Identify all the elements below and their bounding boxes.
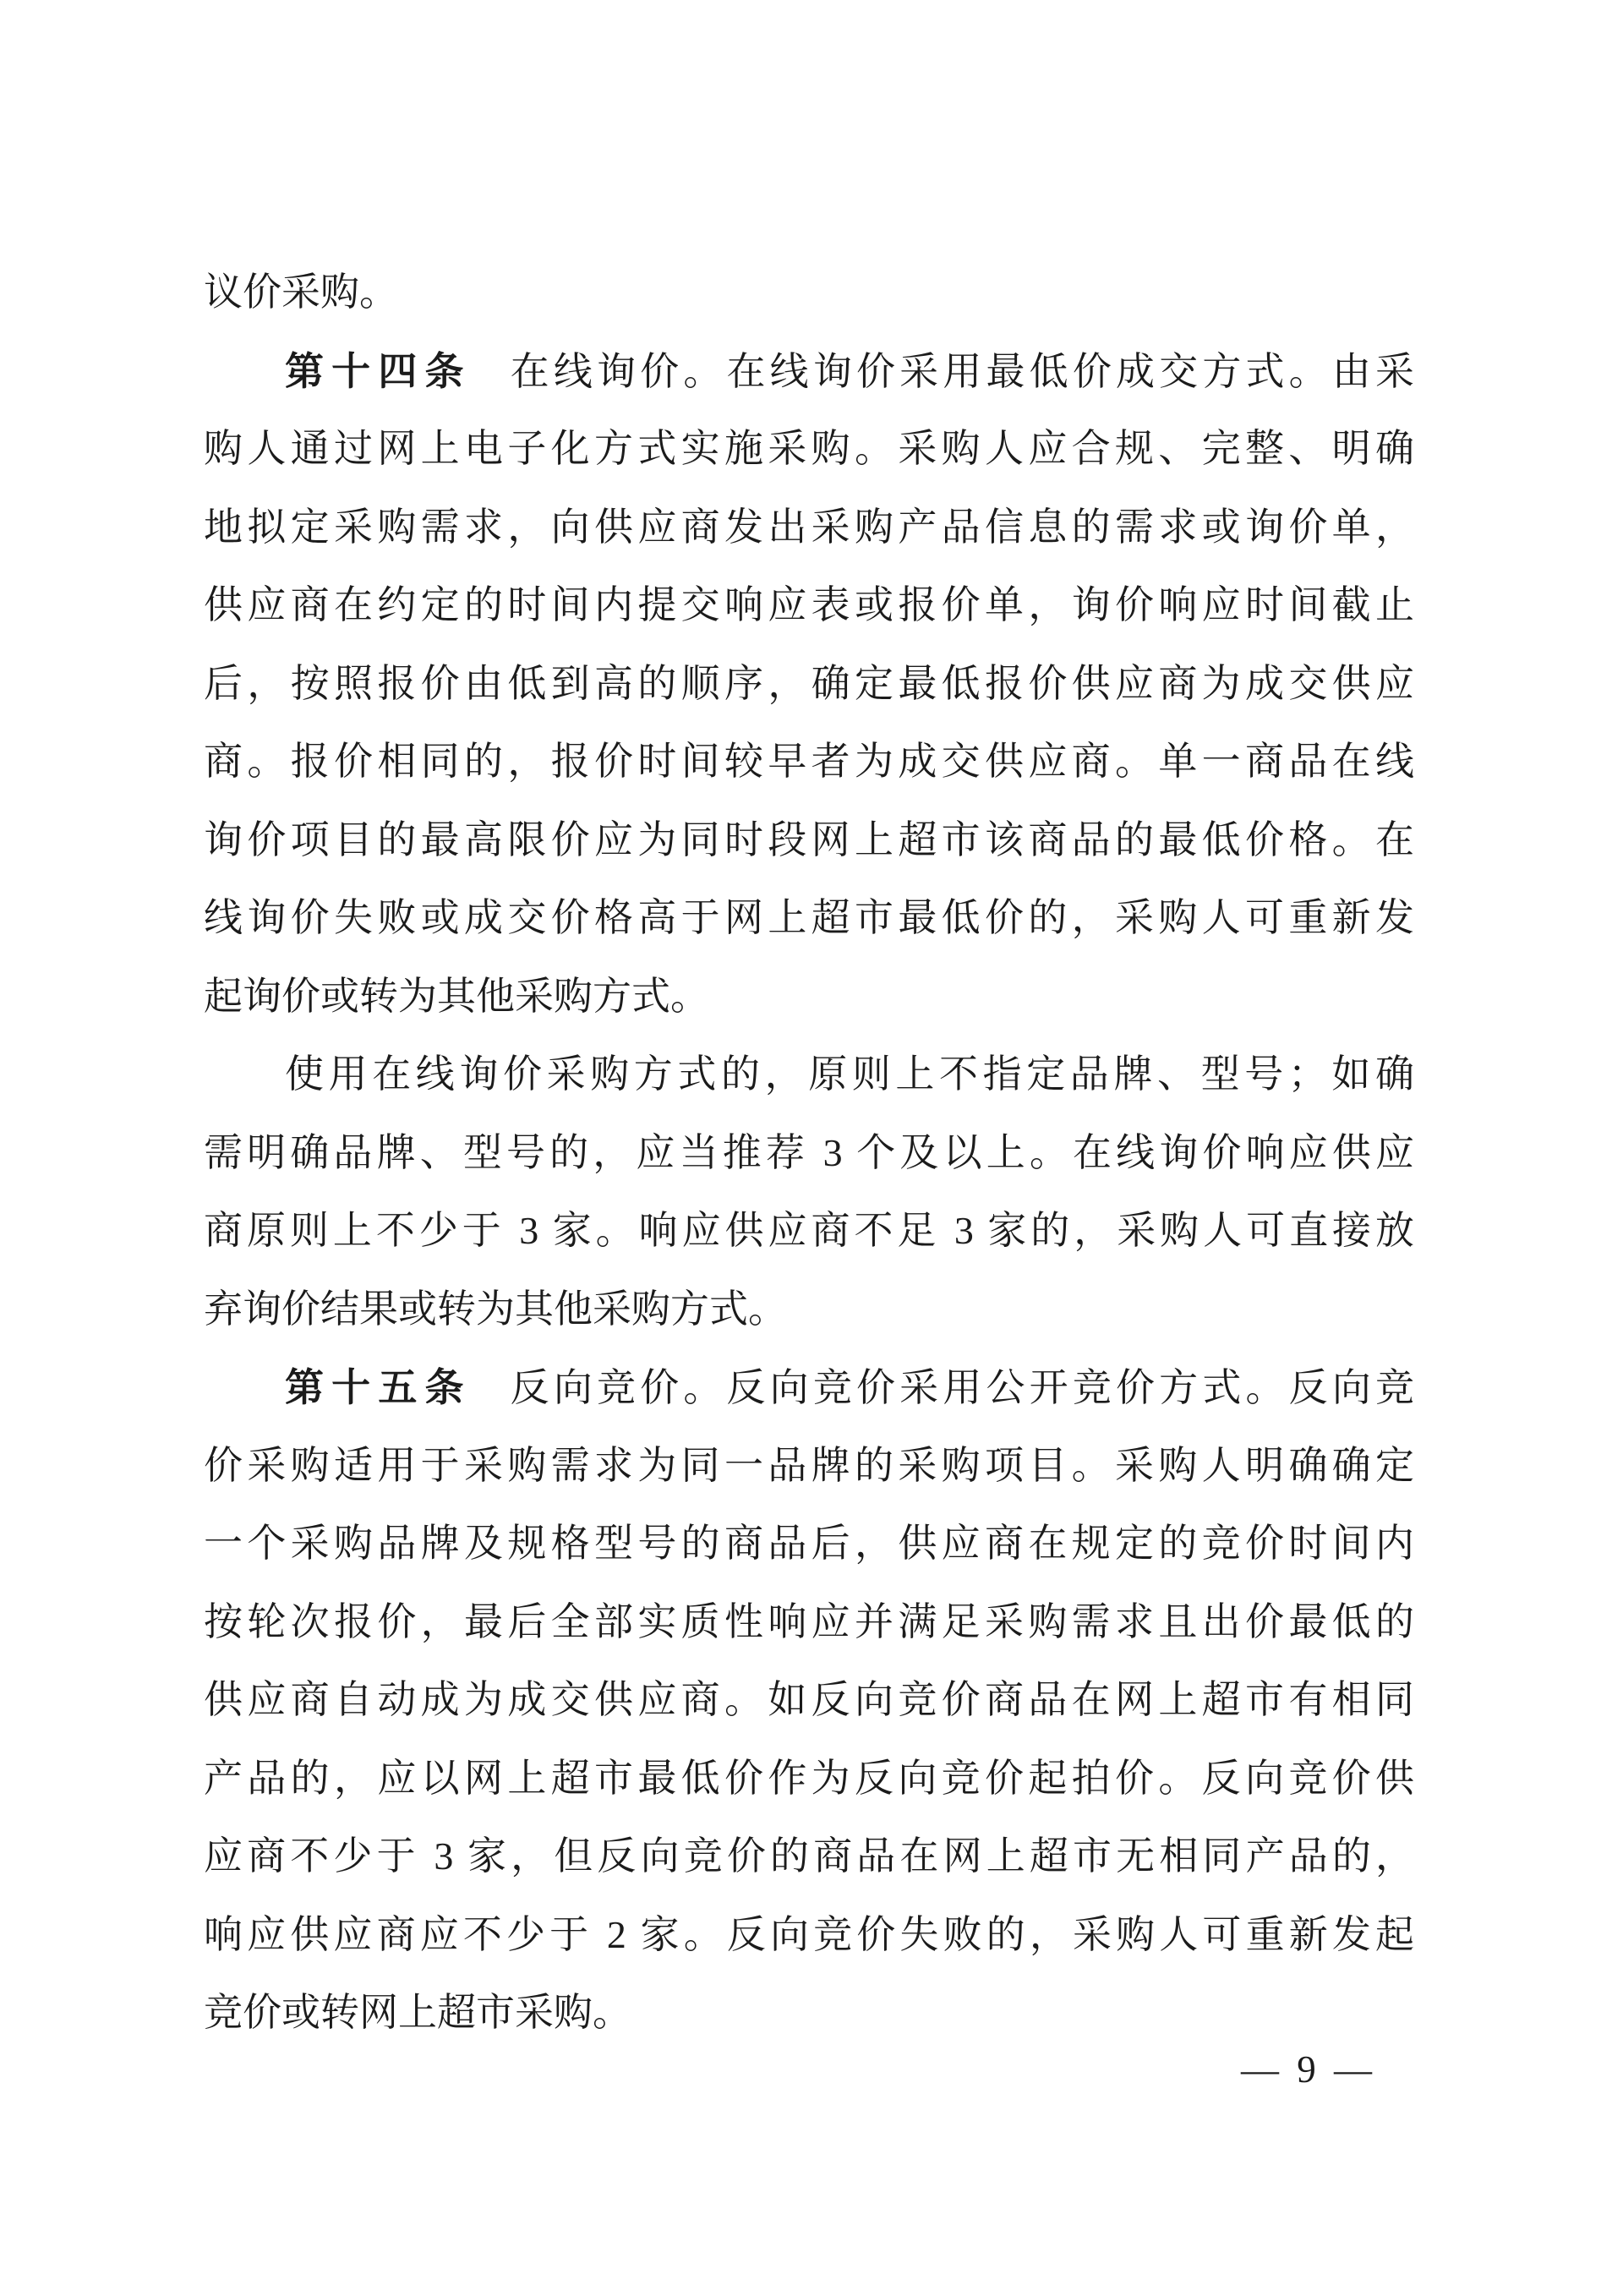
text-line: 价采购适用于采购需求为同一品牌的采购项目。采购人明确确定 bbox=[204, 1443, 1414, 1487]
text-line: 询价项目的最高限价应为同时段网上超市该商品的最低价格。在 bbox=[204, 817, 1414, 861]
text-line: 商原则上不少于 3 家。响应供应商不足 3 家的，采购人可直接放 bbox=[204, 1209, 1414, 1252]
document-text-block bbox=[204, 254, 1414, 2053]
text-line: 一个采购品牌及规格型号的商品后，供应商在规定的竞价时间内 bbox=[204, 1522, 1414, 1565]
text-line: 应商不少于 3 家，但反向竞价的商品在网上超市无相同产品的， bbox=[204, 1834, 1414, 1878]
text-line-body: 在线询价。在线询价采用最低价成交方式。由采 bbox=[510, 349, 1414, 393]
text-line: 购人通过网上电子化方式实施采购。采购人应合规、完整、明确 bbox=[204, 427, 1414, 470]
article-number-15: 第十五条 bbox=[285, 1365, 472, 1409]
text-line: 竞价或转网上超市采购。 bbox=[204, 1991, 631, 2034]
text-line: 响应供应商应不少于 2 家。反向竞价失败的，采购人可重新发起 bbox=[204, 1912, 1414, 1956]
text-line: 议价采购。 bbox=[204, 271, 398, 314]
article-number-14: 第十四条 bbox=[285, 348, 472, 393]
text-line: 商。报价相同的，报价时间较早者为成交供应商。单一商品在线 bbox=[204, 740, 1414, 783]
text-line: 使用在线询价采购方式的，原则上不指定品牌、型号；如确 bbox=[285, 1052, 1414, 1096]
text-line: 线询价失败或成交价格高于网上超市最低价的，采购人可重新发 bbox=[204, 896, 1414, 939]
text-line bbox=[204, 1348, 1414, 1427]
text-line: 后，按照报价由低到高的顺序，确定最低报价供应商为成交供应 bbox=[204, 661, 1414, 705]
text-line: 产品的，应以网上超市最低价作为反向竞价起拍价。反向竞价供 bbox=[204, 1756, 1414, 1800]
text-line bbox=[204, 332, 1414, 411]
text-line: 地拟定采购需求，向供应商发出采购产品信息的需求或询价单， bbox=[204, 505, 1414, 549]
text-line: 供应商在约定的时间内提交响应表或报价单，询价响应时间截止 bbox=[204, 583, 1414, 626]
text-line: 弃询价结果或转为其他采购方式。 bbox=[204, 1287, 787, 1331]
text-line: 供应商自动成为成交供应商。如反向竞价商品在网上超市有相同 bbox=[204, 1678, 1414, 1721]
text-line-body: 反向竞价。反向竞价采用公开竞价方式。反向竞 bbox=[510, 1366, 1414, 1409]
page-number: — 9 — bbox=[1241, 2048, 1376, 2091]
text-line: 需明确品牌、型号的，应当推荐 3 个及以上。在线询价响应供应 bbox=[204, 1130, 1414, 1174]
text-line: 起询价或转为其他采购方式。 bbox=[204, 974, 709, 1018]
text-line: 按轮次报价，最后全部实质性响应并满足采购需求且出价最低的 bbox=[204, 1599, 1414, 1643]
